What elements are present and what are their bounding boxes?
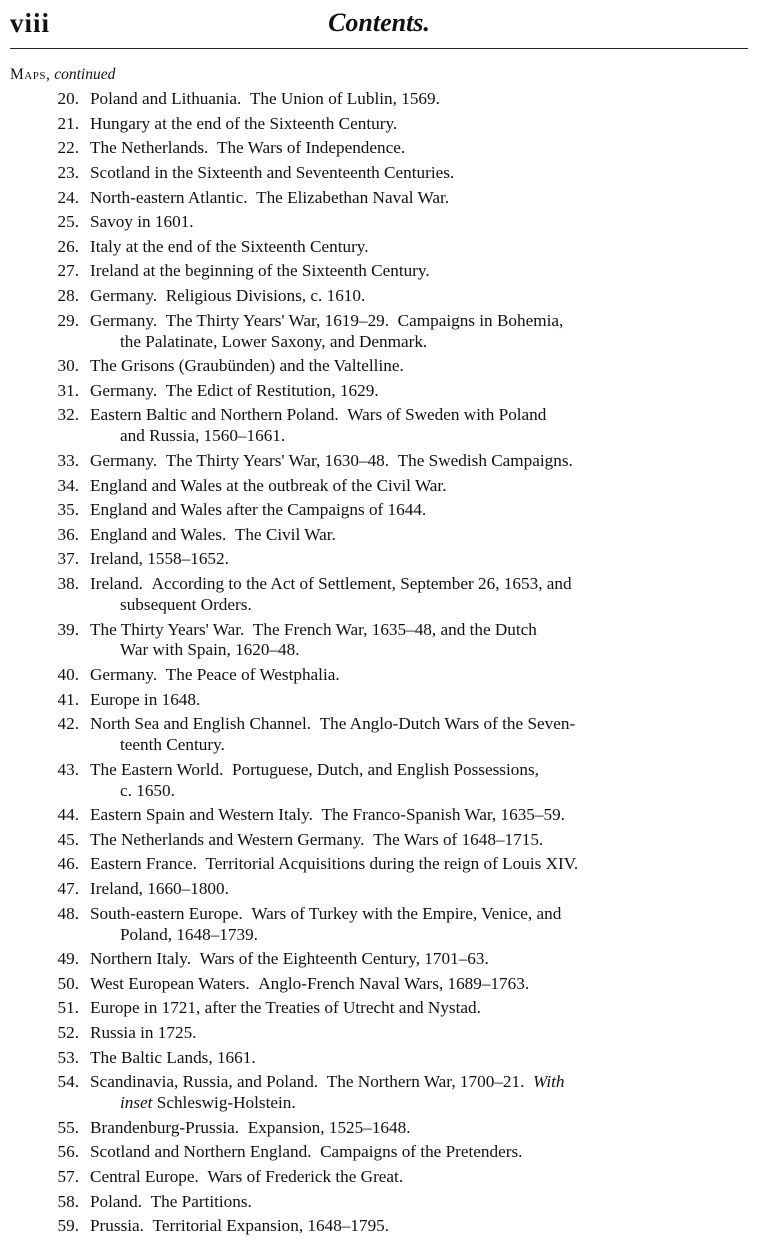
contents-entry [10,1048,750,1069]
entry-line: Eastern Baltic and Northern Poland. Wars of Sweden with Poland [90,405,547,425]
entry-text [90,500,750,521]
contents-entry [10,525,750,546]
entry-text [90,381,750,402]
entry-line: North Sea and English Channel. The Anglo-Dutch Wars of the Seven- [90,714,576,734]
entry-text [90,114,750,135]
entry-text [90,665,750,686]
entry-line: Germany. The Edict of Restitution, 1629. [90,380,379,400]
entry-text [90,138,750,159]
entry-text [90,805,750,826]
section-label [10,66,115,84]
contents-entry [10,1192,750,1213]
entry-continuation-line: teenth Century. [120,735,225,755]
entry-line: England and Wales at the outbreak of the Civil War. [90,475,447,495]
entry-text [90,998,750,1019]
entry-number: 54. [57,1072,79,1092]
entry-italic-note: With [532,1072,565,1092]
entry-text [90,1216,750,1237]
contents-entry [10,974,750,995]
entry-text [90,163,750,184]
entry-line: Italy at the end of the Sixteenth Century. [90,236,369,256]
entry-number: 52. [57,1023,79,1043]
entry-text [90,949,750,970]
entry-number: 26. [57,236,79,256]
entry-continuation-line: Poland, 1648–1739. [120,924,258,944]
contents-entry [10,138,750,159]
entry-line: Eastern France. Territorial Acquisitions during the reign of Louis XIV. [90,854,579,874]
entry-line: Central Europe. Wars of Frederick the Great. [90,1167,404,1187]
entry-text [90,237,750,258]
entry-text [90,620,750,662]
entry-number: 35. [57,500,79,520]
contents-list [10,89,750,1241]
contents-entry [10,500,750,521]
entry-text [90,1023,750,1044]
entry-text [90,311,750,353]
entry-number: 32. [57,405,79,425]
contents-entry [10,311,750,353]
entry-number: 51. [57,998,79,1018]
entry-number: 39. [57,619,79,639]
entry-line: Poland and Lithuania. The Union of Lublin, 1569. [90,89,440,108]
entry-line: North-eastern Atlantic. The Elizabethan Naval War. [90,187,450,207]
entry-line: Savoy in 1601. [90,212,194,232]
entry-line: The Eastern World. Portuguese, Dutch, and English Possessions, [90,759,539,779]
entry-line: Europe in 1648. [90,689,201,709]
entry-number: 30. [57,356,79,376]
section-label-caps: Maps, [10,66,51,83]
contents-entry [10,1072,750,1114]
contents-entry [10,356,750,377]
entry-line: England and Wales. The Civil War. [90,524,336,544]
entry-continuation-line: War with Spain, 1620–48. [120,640,300,660]
entry-number: 40. [57,665,79,684]
contents-entry [10,163,750,184]
entry-line: Ireland, 1660–1800. [90,879,229,899]
contents-entry [10,949,750,970]
contents-entry [10,1023,750,1044]
entry-number: 49. [57,949,79,969]
entry-number: 36. [57,524,79,544]
entry-number: 34. [57,475,79,495]
entry-text [90,574,750,616]
entry-text [90,904,750,946]
entry-number: 29. [57,310,79,330]
entry-text [90,356,750,377]
contents-entry [10,830,750,851]
contents-entry [10,381,750,402]
entry-line: The Netherlands and Western Germany. The Wars of 1648–1715. [90,829,544,849]
entry-number: 27. [57,261,79,281]
contents-entry [10,879,750,900]
entry-text [90,1167,750,1188]
contents-entry [10,114,750,135]
entry-line: Ireland. According to the Act of Settlement, September 26, 1653, and [90,574,572,594]
entry-text [90,974,750,995]
entry-number: 47. [57,879,79,899]
entry-number: 58. [57,1191,79,1211]
entry-number: 33. [57,450,79,470]
contents-entry [10,1167,750,1188]
entry-number: 28. [57,286,79,306]
contents-entry [10,476,750,497]
contents-entry [10,237,750,258]
entry-line: Eastern Spain and Western Italy. The Franco-Spanish War, 1635–59. [90,805,565,825]
entry-text [90,830,750,851]
entry-number: 45. [57,829,79,849]
entry-number: 24. [57,187,79,207]
entry-line: Northern Italy. Wars of the Eighteenth Century, 1701–63. [90,949,489,969]
entry-text [90,714,750,756]
entry-line: The Thirty Years' War. The French War, 1635–48, and the Dutch [90,619,537,639]
entry-number: 55. [57,1117,79,1137]
entry-text [90,451,750,472]
contents-entry [10,690,750,711]
contents-entry [10,574,750,616]
contents-entry [10,405,750,447]
entry-number: 21. [57,113,79,133]
entry-line: South-eastern Europe. Wars of Turkey with the Empire, Venice, and [90,903,562,923]
entry-line: Scandinavia, Russia, and Poland. The Northern War, 1700–21. [90,1072,525,1092]
entry-line: England and Wales after the Campaigns of 1644. [90,500,427,520]
entry-line: The Baltic Lands, 1661. [90,1047,256,1067]
entry-text [90,212,750,233]
contents-entry [10,665,750,686]
contents-entry [10,451,750,472]
entry-line: Germany. The Peace of Westphalia. [90,665,340,684]
entry-text [90,286,750,307]
contents-entry [10,620,750,662]
page-title: Contents. [328,8,430,37]
entry-text [90,89,750,110]
entry-text [90,1048,750,1069]
entry-text [90,188,750,209]
entry-continuation-line: inset Schleswig-Holstein. [120,1093,296,1113]
entry-number: 20. [57,89,79,108]
entry-text [90,690,750,711]
contents-entry [10,286,750,307]
entry-line: Poland. The Partitions. [90,1191,252,1211]
entry-line: Ireland at the beginning of the Sixteenth Century. [90,261,430,281]
entry-number: 48. [57,903,79,923]
entry-line: Russia in 1725. [90,1023,197,1043]
entry-line: Germany. Religious Divisions, c. 1610. [90,286,366,306]
entry-number: 25. [57,212,79,232]
page-number: viii [10,8,51,38]
entry-text [90,476,750,497]
contents-entry [10,805,750,826]
entry-number: 57. [57,1167,79,1187]
contents-entry [10,549,750,570]
entry-number: 22. [57,138,79,158]
contents-entry [10,188,750,209]
entry-line: Germany. The Thirty Years' War, 1619–29. Campaigns in Bohemia, [90,310,564,330]
contents-entry [10,854,750,875]
entry-text [90,1072,750,1114]
contents-entry [10,1142,750,1163]
entry-number: 43. [57,759,79,779]
entry-line: Germany. The Thirty Years' War, 1630–48. The Swedish Campaigns. [90,450,573,470]
entry-number: 41. [57,689,79,709]
contents-entry [10,714,750,756]
entry-continuation-line: and Russia, 1560–1661. [120,426,286,446]
contents-entry [10,998,750,1019]
entry-continuation-line: the Palatinate, Lower Saxony, and Denmark. [120,331,428,351]
header-rule [10,48,748,49]
entry-number: 38. [57,574,79,594]
contents-entry [10,904,750,946]
entry-line: Ireland, 1558–1652. [90,549,229,569]
entry-line: The Grisons (Graubünden) and the Valtelline. [90,356,404,376]
entry-line: Hungary at the end of the Sixteenth Century. [90,113,398,133]
entry-number: 50. [57,973,79,993]
section-label-continued: continued [54,66,116,83]
entry-continuation-line: c. 1650. [120,780,175,800]
entry-line: The Netherlands. The Wars of Independence. [90,138,406,158]
entry-number: 56. [57,1142,79,1162]
entry-line: Scotland and Northern England. Campaigns of the Pretenders. [90,1142,523,1162]
entry-text [90,1192,750,1213]
entry-text [90,854,750,875]
entry-text [90,879,750,900]
entry-text [90,760,750,802]
contents-entry [10,1216,750,1237]
entry-number: 46. [57,854,79,874]
entry-line: Prussia. Territorial Expansion, 1648–1795. [90,1216,390,1236]
entry-line: Brandenburg-Prussia. Expansion, 1525–1648. [90,1117,411,1137]
entry-number: 37. [57,549,79,569]
entry-number: 53. [57,1047,79,1067]
entry-text [90,261,750,282]
entry-line: Scotland in the Sixteenth and Seventeenth Centuries. [90,162,455,182]
entry-line: Europe in 1721, after the Treaties of Utrecht and Nystad. [90,998,481,1018]
contents-entry [10,760,750,802]
entry-continuation-line: subsequent Orders. [120,594,252,614]
page-header [10,6,748,46]
entry-number: 23. [57,162,79,182]
entry-number: 59. [57,1216,79,1236]
contents-entry [10,89,750,110]
contents-entry [10,212,750,233]
entry-text [90,405,750,447]
entry-number: 42. [57,714,79,734]
entry-line: West European Waters. Anglo-French Naval Wars, 1689–1763. [90,973,530,993]
contents-entry [10,1118,750,1139]
entry-text [90,1118,750,1139]
contents-entry [10,261,750,282]
entry-italic-word: inset [120,1093,153,1113]
entry-text [90,549,750,570]
entry-text [90,1142,750,1163]
entry-text [90,525,750,546]
entry-number: 44. [57,805,79,825]
entry-number: 31. [57,380,79,400]
